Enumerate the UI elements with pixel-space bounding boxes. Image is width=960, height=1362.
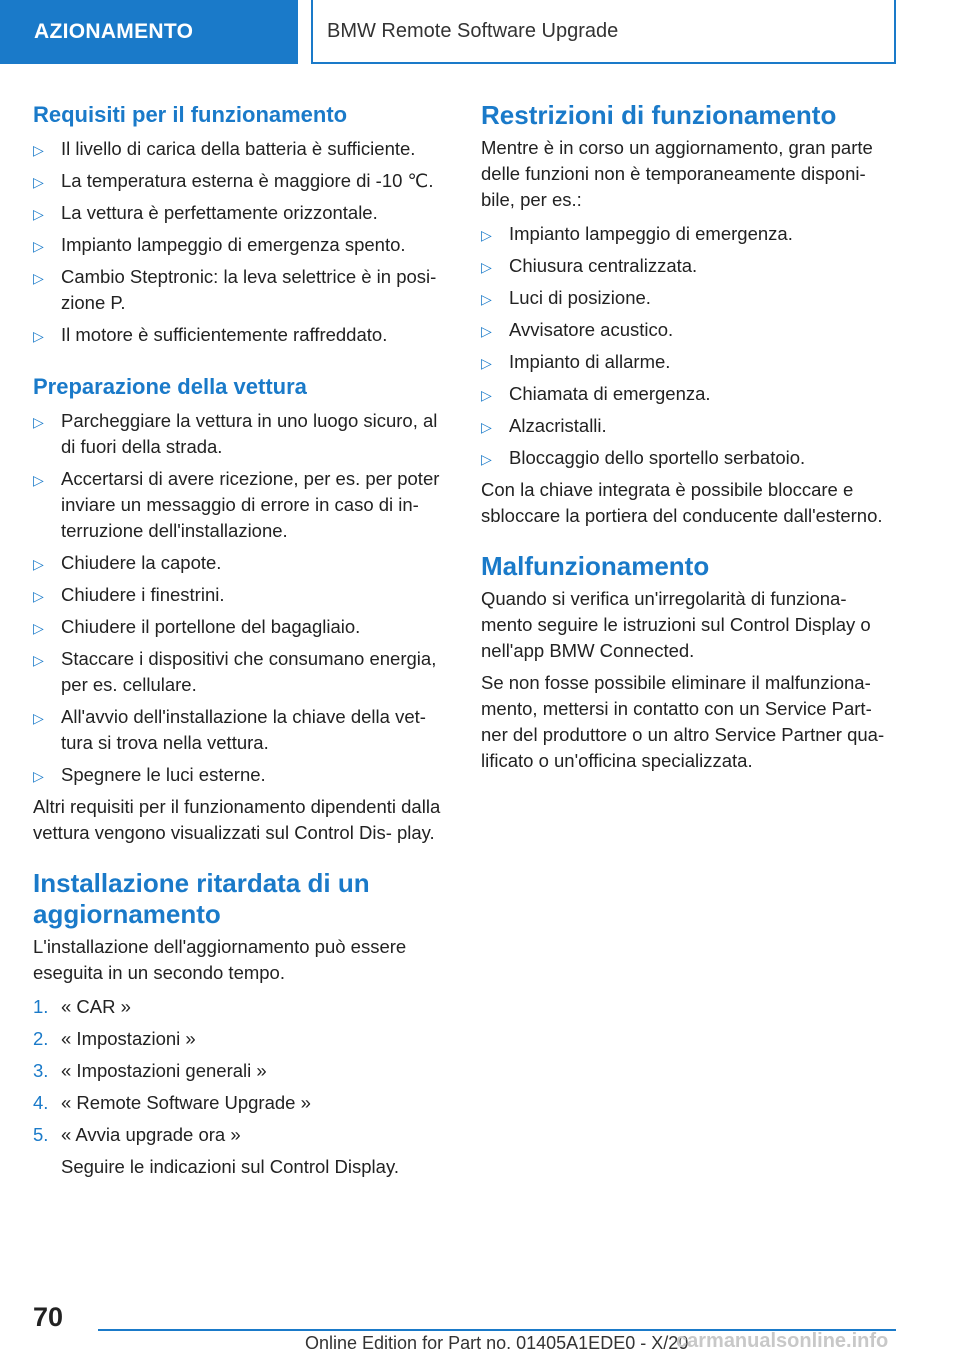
step-number: 2. — [33, 1028, 49, 1049]
step-number: 4. — [33, 1092, 49, 1113]
step-number: 5. — [33, 1124, 49, 1145]
triangle-bullet-icon: ▷ — [481, 355, 492, 371]
triangle-bullet-icon: ▷ — [481, 259, 492, 275]
intro-paragraph: L'installazione dell'aggiornamento può essere eseguita in un secondo tempo. — [33, 936, 407, 983]
note-paragraph: Altri requisiti per il funzionamento dipendenti dalla vettura vengono visualizzati sul Control Dis‐ play. — [33, 796, 441, 843]
left-column — [33, 100, 451, 1180]
list-item: ▷ Il livello di carica della batteria è sufficiente. — [33, 136, 451, 162]
step-item: 1. « CAR » — [33, 994, 451, 1020]
triangle-bullet-icon: ▷ — [33, 238, 44, 254]
heading-restrizioni: Restrizioni di funzionamento — [481, 100, 837, 130]
step-number: 1. — [33, 996, 49, 1017]
triangle-bullet-icon: ▷ — [33, 142, 44, 158]
triangle-bullet-icon: ▷ — [481, 291, 492, 307]
steps-list — [33, 994, 451, 1148]
list-item: ▷ Impianto di allarme. — [481, 349, 901, 375]
step-item: 2. « Impostazioni » — [33, 1026, 451, 1052]
triangle-bullet-icon: ▷ — [33, 652, 44, 668]
triangle-bullet-icon: ▷ — [33, 710, 44, 726]
list-requisiti — [33, 136, 451, 348]
heading-preparazione: Preparazione della vettura — [33, 374, 307, 399]
list-item: ▷ Chiudere la capote. — [33, 550, 451, 576]
heading-requisiti: Requisiti per il funzionamento — [33, 102, 348, 127]
list-preparazione — [33, 408, 451, 788]
triangle-bullet-icon: ▷ — [33, 414, 44, 430]
section-tab — [0, 0, 298, 64]
list-item: ▷ Accertarsi di avere ricezione, per es. per poter inviare un messaggio di errore in caso di in‐ terruzione dell'installazione. — [33, 468, 440, 541]
page-number: 70 — [33, 1302, 64, 1332]
intro-paragraph: Mentre è in corso un aggiornamento, gran parte delle funzioni non è temporaneamente disponi‐ bile, per es.: — [481, 137, 873, 210]
list-item: ▷ Il motore è sufficientemente raffreddato. — [33, 322, 451, 348]
list-item: ▷ Luci di posizione. — [481, 285, 901, 311]
section-title: AZIONAMENTO — [34, 20, 194, 43]
note-paragraph: Con la chiave integrata è possibile bloccare e sbloccare la portiera del conducente dall'esterno. — [481, 479, 883, 526]
triangle-bullet-icon: ▷ — [33, 588, 44, 604]
list-item: ▷ All'avvio dell'installazione la chiave della vet‐ tura si trova nella vettura. — [33, 706, 426, 753]
triangle-bullet-icon: ▷ — [481, 387, 492, 403]
step-number: 3. — [33, 1060, 49, 1081]
triangle-bullet-icon: ▷ — [33, 174, 44, 190]
list-item: ▷ Impianto lampeggio di emergenza. — [481, 221, 901, 247]
list-item: ▷ Bloccaggio dello sportello serbatoio. — [481, 445, 901, 471]
chapter-header — [311, 0, 896, 64]
list-item: ▷ La vettura è perfettamente orizzontale. — [33, 200, 451, 226]
malfunction-paragraph-2: Se non fosse possibile eliminare il malfunziona‐ mento, mettersi in contatto con un Service Part‐ ner del produttore o un altro Service Partner qua‐ lificato o un'officina specializzata. — [481, 672, 885, 771]
list-item: ▷ Impianto lampeggio di emergenza spento. — [33, 232, 451, 258]
triangle-bullet-icon: ▷ — [33, 472, 44, 488]
triangle-bullet-icon: ▷ — [481, 451, 492, 467]
list-item: ▷ Alzacristalli. — [481, 413, 901, 439]
heading-malfunzionamento: Malfunzionamento — [481, 551, 710, 581]
final-instruction: Seguire le indicazioni sul Control Display. — [61, 1156, 399, 1177]
triangle-bullet-icon: ▷ — [33, 768, 44, 784]
malfunction-paragraph-1: Quando si verifica un'irregolarità di funziona‐ mento seguire le istruzioni sul Control Display o nell'app BMW Connected. — [481, 588, 871, 661]
chapter-title: BMW Remote Software Upgrade — [327, 19, 619, 42]
edition-label: Online Edition for Part no. 01405A1EDE0 - X/20 — [305, 1333, 689, 1353]
triangle-bullet-icon: ▷ — [33, 620, 44, 636]
list-item: ▷ Spegnere le luci esterne. — [33, 762, 451, 788]
right-column — [481, 100, 901, 774]
list-item: ▷ Avvisatore acustico. — [481, 317, 901, 343]
triangle-bullet-icon: ▷ — [481, 227, 492, 243]
triangle-bullet-icon: ▷ — [481, 323, 492, 339]
watermark-text: carmanualsonline.info — [676, 1330, 889, 1352]
triangle-bullet-icon: ▷ — [33, 270, 44, 286]
step-item: 5. « Avvia upgrade ora » — [33, 1122, 451, 1148]
list-item: ▷ Staccare i dispositivi che consumano energia, per es. cellulare. — [33, 648, 437, 695]
step-item: 3. « Impostazioni generali » — [33, 1058, 451, 1084]
list-item: ▷ Chiudere il portellone del bagagliaio. — [33, 614, 451, 640]
heading-installazione: Installazione ritardata di un aggiornamento — [33, 868, 370, 929]
list-item: ▷ Chiudere i finestrini. — [33, 582, 451, 608]
list-item: ▷ La temperatura esterna è maggiore di -10 ℃. — [33, 168, 451, 194]
triangle-bullet-icon: ▷ — [33, 328, 44, 344]
list-item: ▷ Parcheggiare la vettura in uno luogo sicuro, al di fuori della strada. — [33, 410, 438, 457]
list-item: ▷ Chiusura centralizzata. — [481, 253, 901, 279]
step-item: 4. « Remote Software Upgrade » — [33, 1090, 451, 1116]
list-item: ▷ Cambio Steptronic: la leva selettrice è in posi‐ zione P. — [33, 266, 437, 313]
triangle-bullet-icon: ▷ — [33, 206, 44, 222]
triangle-bullet-icon: ▷ — [481, 419, 492, 435]
list-restrizioni — [481, 221, 901, 471]
list-item: ▷ Chiamata di emergenza. — [481, 381, 901, 407]
triangle-bullet-icon: ▷ — [33, 556, 44, 572]
